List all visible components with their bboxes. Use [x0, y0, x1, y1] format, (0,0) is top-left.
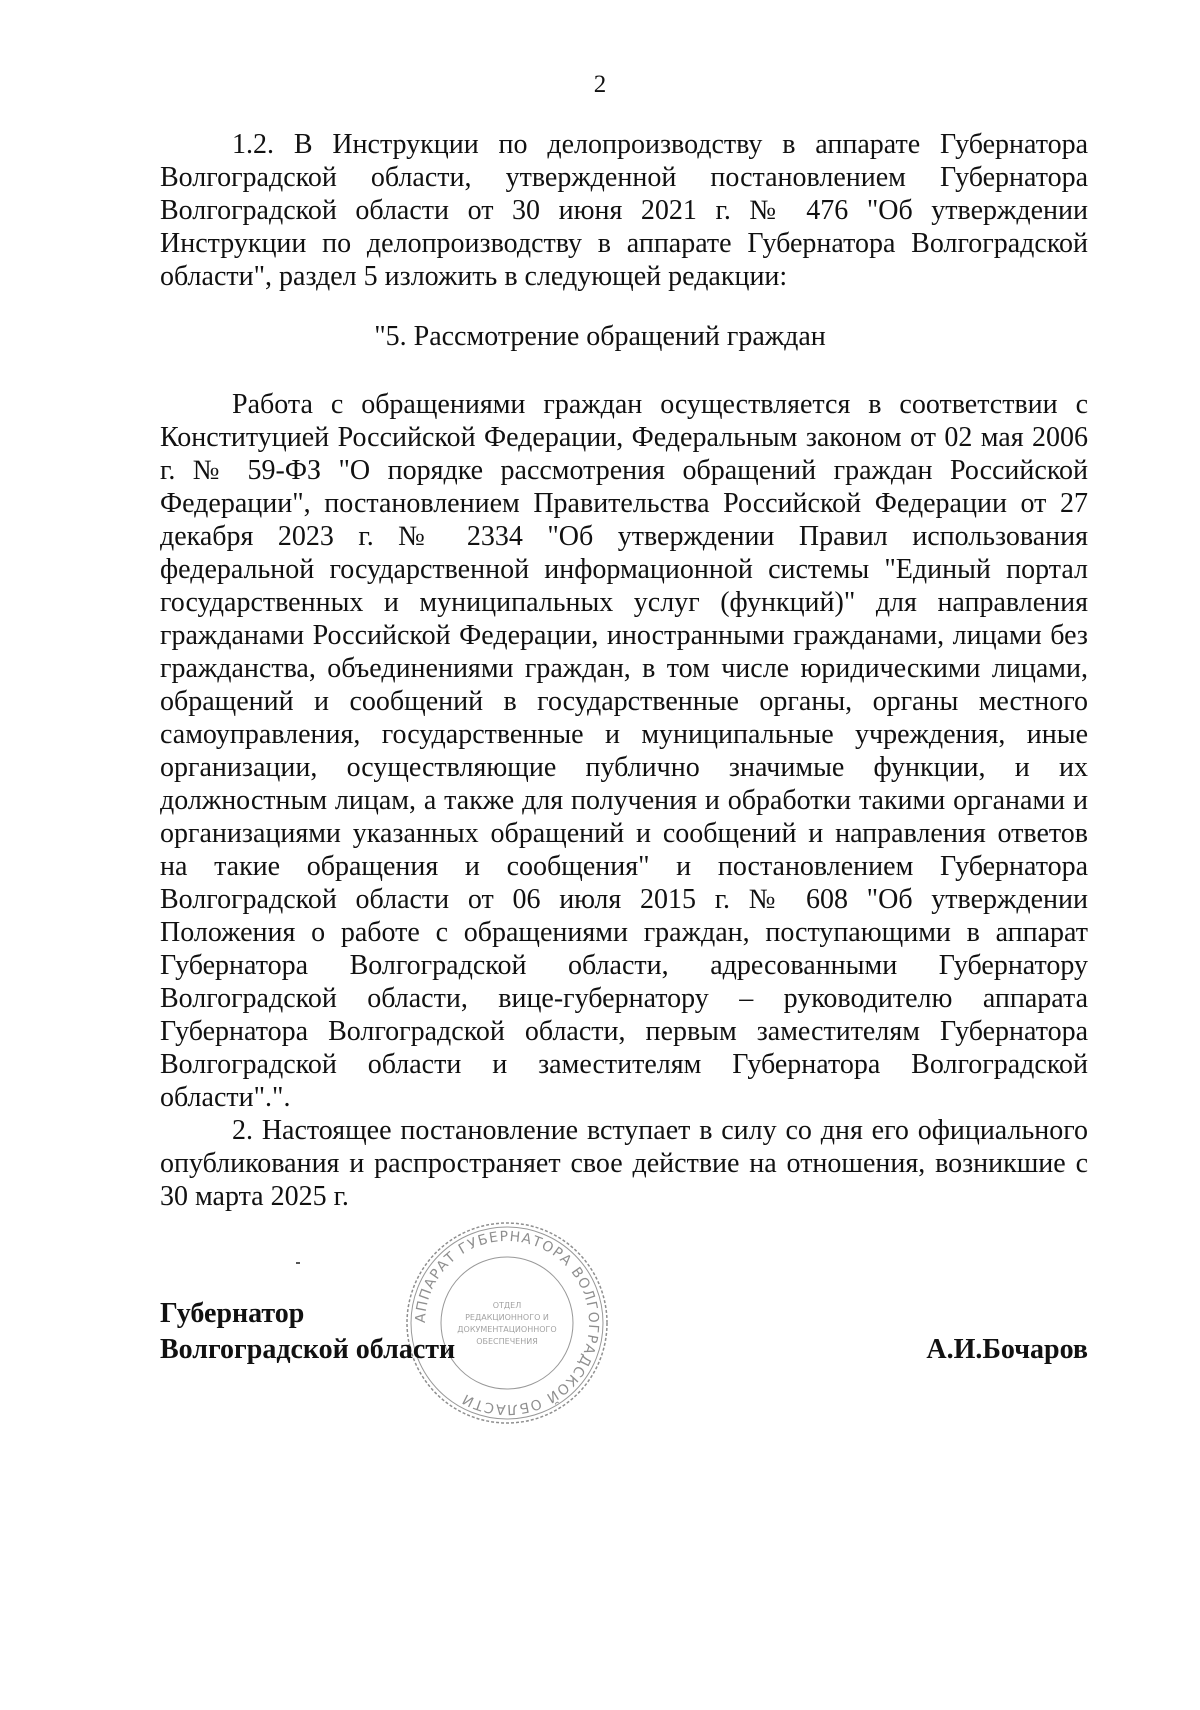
- stamp-inner-2: РЕДАКЦИОННОГО И: [465, 1313, 549, 1322]
- section-text: Работа с обращениями граждан осуществляется в соответствии с Конституцией Российской Федерации, Федеральным законом от 02 мая 2006 г. № 59-ФЗ "О порядке рассмотрения обращений граждан Российской Федерации", постановлением Правительства Российской Федерации от 27 декабря 2023 г. № 2334 "Об утверждении Правил использования федеральной государственной информационной системы "Единый портал государственных и муниципальных услуг (функций)" для направления гражданами Российской Федерации, иностранными гражданами, лицами без гражданства, объединениями граждан, в том числе юридическими лицами, обращений и сообщений в государственные органы, органы местного самоуправления, государственные и муниципальные учреждения, иные организации, осуществляющие публично значимые функции, и их должностным лицам, а также для получения и обработки такими органами и организациями указанных обращений и сообщений и направления ответов на такие обращения и сообщения" и постановлением Губернатора Волгоградской области от 06 июля 2015 г. № 608 "Об утверждении Положения о работе с обращениями граждан, поступающими в аппарат Губернатора Волгоградской области, адресованными Губернатору Волгоградской области, вице-губернатору – руководителю аппарата Губернатора Волгоградской области, первым заместителям Губернатора Волгоградской области и заместителям Губернатора Волгоградской области".".: [160, 389, 1088, 1113]
- signatory-title: [160, 1296, 455, 1368]
- page-number: 2: [593, 71, 607, 98]
- stamp-inner-4: ОБЕСПЕЧЕНИЯ: [476, 1337, 538, 1346]
- section-heading: "5. Рассмотрение обращений граждан: [374, 321, 826, 352]
- signatory-title-line1: Губернатор: [160, 1298, 305, 1329]
- paragraph-1-2-block: [160, 128, 1088, 293]
- paragraph-2: 2. Настоящее постановление вступает в силу со дня его официального опубликования и распространяет свое действие на отношения, возникшие с 30 марта 2025 г.: [160, 1115, 1088, 1212]
- signatory-name: А.И.Бочаров: [926, 1334, 1088, 1365]
- stamp-inner-3: ДОКУМЕНТАЦИОННОГО: [457, 1325, 557, 1334]
- paragraph-1-2: 1.2. В Инструкции по делопроизводству в аппарате Губернатора Волгоградской области, утвержденной постановлением Губернатора Волгоградской области от 30 июня 2021 г. № 476 "Об утверждении Инструкции по делопроизводству в аппарате Губернатора Волгоградской области", раздел 5 изложить в следующей редакции:: [160, 129, 1088, 292]
- stamp-outer-text: АППАРАТ ГУБЕРНАТОРА ВОЛГОГРАДСКОЙ ОБЛАСТИ: [412, 1228, 602, 1418]
- stamp-inner-1: ОТДЕЛ: [492, 1301, 522, 1310]
- section-body: [160, 388, 1088, 1213]
- stray-mark: [296, 1262, 300, 1264]
- signatory-title-line2: Волгоградской области: [160, 1334, 456, 1365]
